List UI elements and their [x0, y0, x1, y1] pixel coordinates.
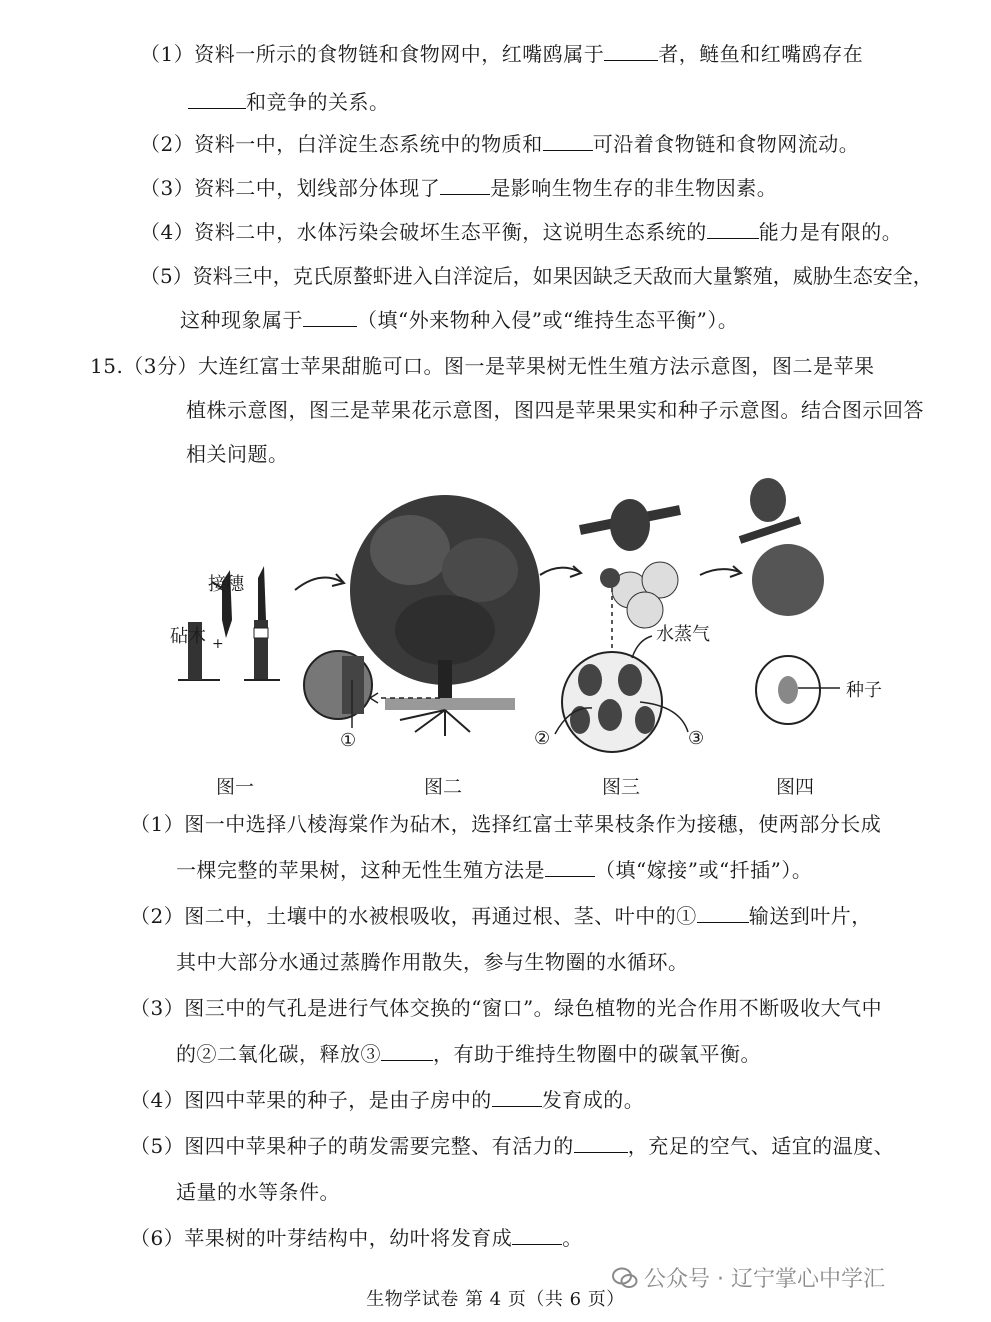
q15-intro-line1: 15.（3分）大连红富士苹果甜脆可口。图一是苹果树无性生殖方法示意图，图二是苹果: [90, 354, 875, 378]
q14-sub4: （4）资料二中，水体污染会破坏生态平衡，这说明生态系统的 能力是有限的。: [140, 220, 903, 244]
q15-sub2-line2: 其中大部分水通过蒸腾作用散失，参与生物圈的水循环。: [176, 950, 689, 974]
label-seed: 种子: [846, 680, 882, 701]
caption-figure-4: 图四: [776, 776, 815, 798]
answer-blank: [545, 858, 595, 877]
page-footer: 生物学试卷 第 4 页（共 6 页）: [366, 1289, 625, 1310]
answer-blank: [492, 1088, 542, 1107]
q15-sub1-line2: 一棵完整的苹果树，这种无性生殖方法是 （填“嫁接”或“扦插”）。: [176, 858, 813, 882]
answer-blank: [543, 132, 593, 151]
marker-2: ②: [534, 728, 551, 749]
apple-tree-diagram: [304, 495, 581, 736]
answer-blank: [707, 220, 759, 239]
q15-intro-line3: 相关问题。: [186, 442, 289, 466]
q15-intro-line2: 植株示意图，图三是苹果花示意图，图四是苹果果实和种子示意图。结合图示回答: [186, 398, 924, 422]
answer-blank: [440, 176, 490, 195]
caption-figure-1: 图一: [216, 776, 255, 798]
label-scion: 接穗: [208, 574, 244, 595]
apple-flower-diagram: [555, 499, 741, 752]
q15-sub6: （6）苹果树的叶芽结构中，幼叶将发育成 。: [130, 1226, 583, 1250]
marker-3: ③: [688, 728, 705, 749]
marker-1: ①: [340, 730, 357, 751]
q14-sub1-line1: （1）资料一所示的食物链和食物网中，红嘴鸥属于 者，鲢鱼和红嘴鸥存在: [140, 42, 864, 66]
q15-sub1-line1: （1）图一中选择八棱海棠作为砧木，选择红富士苹果枝条作为接穗，使两部分长成: [130, 812, 882, 836]
q14-sub2: （2）资料一中，白洋淀生态系统中的物质和 可沿着食物链和食物网流动。: [140, 132, 860, 156]
label-stock: 砧木: [170, 626, 206, 647]
apple-fruit-diagram: [740, 478, 840, 724]
q15-sub3-line1: （3）图三中的气孔是进行气体交换的“窗口”。绿色植物的光合作用不断吸收大气中: [130, 996, 883, 1020]
q14-sub5-line2: 这种现象属于 （填“外来物种入侵”或“维持生态平衡”）。: [180, 308, 739, 332]
answer-blank: [574, 1134, 628, 1153]
q15-sub5-line2: 适量的水等条件。: [176, 1180, 340, 1204]
caption-figure-2: 图二: [424, 776, 463, 798]
q15-sub5-line1: （5）图四中苹果种子的萌发需要完整、有活力的 ，充足的空气、适宜的温度、: [130, 1134, 895, 1158]
answer-blank: [512, 1226, 562, 1245]
watermark: 公众号 · 辽宁掌心中学汇: [612, 1262, 885, 1293]
q14-sub5-line1: （5）资料三中，克氏原螯虾进入白洋淀后，如果因缺乏天敌而大量繁殖，威胁生态安全，: [140, 264, 933, 288]
answer-blank: [604, 42, 658, 61]
answer-blank: [188, 90, 246, 109]
q14-sub3: （3）资料二中，划线部分体现了 是影响生物生存的非生物因素。: [140, 176, 778, 200]
apple-figures: [160, 470, 890, 800]
q15-sub3-line2: 的②二氧化碳，释放③ ，有助于维持生物圈中的碳氧平衡。: [176, 1042, 761, 1066]
q14-sub1-line2: 和竞争的关系。: [188, 88, 390, 116]
figure-illustration: [160, 470, 890, 800]
label-plus: +: [212, 636, 224, 652]
caption-figure-3: 图三: [602, 776, 641, 798]
q15-sub2-line1: （2）图二中，土壤中的水被根吸收，再通过根、茎、叶中的① 输送到叶片，: [130, 904, 872, 928]
answer-blank: [303, 308, 357, 327]
q15-sub4: （4）图四中苹果的种子，是由子房中的 发育成的。: [130, 1088, 645, 1112]
answer-blank: [381, 1042, 433, 1061]
answer-blank: [697, 904, 749, 923]
label-water-vapor: 水蒸气: [656, 624, 710, 645]
